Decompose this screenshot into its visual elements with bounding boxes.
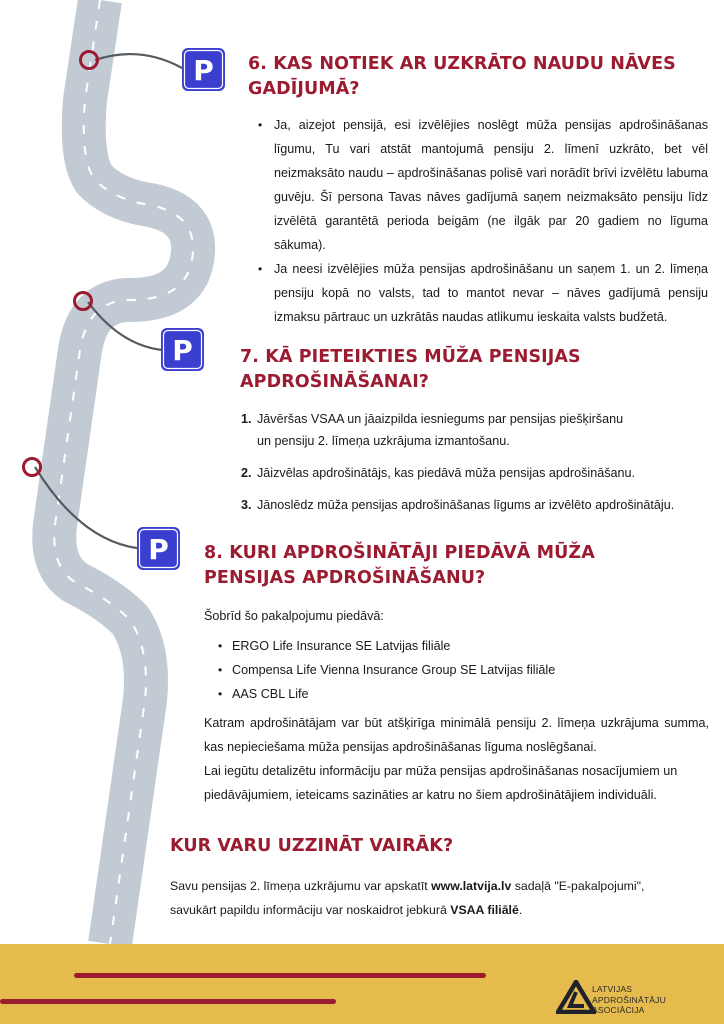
section-7-title: 7. KĀ PIETEIKTIES MŪŽA PENSIJAS APDROŠINĀŠANAI? [240, 347, 581, 392]
parking-sign-icon [161, 328, 204, 371]
parking-sign-icon [137, 527, 180, 570]
decorative-stripe [74, 973, 486, 978]
step-number: 3. [241, 498, 252, 512]
vsaa-branch: VSAA filiālē [450, 903, 519, 917]
paragraph-text: Katram apdrošinātājam var būt atšķirīga minimālā pensiju 2. līmeņa uzkrājuma summa, kas nepieciešama mūža pensijas apdrošināšanas līguma noslēgšanai. [204, 716, 709, 754]
step-item [241, 494, 711, 516]
more-info-title: KUR VARU UZZINĀT VAIRĀK? [170, 836, 454, 856]
triangle-logo-icon [556, 980, 596, 1014]
logo-line: LATVIJAS [592, 984, 633, 994]
decorative-stripe [0, 999, 336, 1004]
more-info-text-a: Savu pensijas 2. līmeņa uzkrājumu var apskatīt [170, 879, 432, 893]
step-text: Jāizvēlas apdrošinātājs, kas piedāvā mūža pensijas apdrošināšanu. [257, 466, 636, 480]
more-info-text-c: savukārt papildu informāciju var noskaidrot jebkurā [170, 903, 451, 917]
logo-line: APDROŠINĀTĀJU [592, 994, 666, 1005]
more-info-text-d: . [518, 903, 523, 917]
waypoint-marker-8 [24, 459, 41, 476]
step-text: Jānoslēdz mūža pensijas apdrošināšanas līgums ar izvēlēto apdrošinātāju. [257, 498, 675, 512]
section-8-paragraph [204, 711, 709, 807]
section-8-title: 8. KURI APDROŠINĀTĀJI PIEDĀVĀ MŪŽA PENSIJAS APDROŠINĀŠANU? [204, 543, 595, 588]
svg-text:P: P [172, 334, 193, 367]
insurer-item: • Compensa Life Vienna Insurance Group SE Latvijas filiāle [218, 658, 698, 682]
road [54, 0, 193, 944]
step-item [241, 408, 711, 452]
svg-text:P: P [193, 54, 214, 87]
insurer-item: • AAS CBL Life [218, 682, 698, 706]
bullet-item: • Ja neesi izvēlējies mūža pensijas apdrošināšanu un saņem 1. un 2. līmeņa pensiju kopā no valsts, tad to mantot nevar – nāves gadījumā pensiju izmaksu pārtrauc un uzkrātās naudas atlikumu ieskaita valsts budžetā. [258, 257, 708, 329]
paragraph-text: Lai iegūtu detalizētu informāciju par mūža pensijas apdrošināšanas nosacījumiem un piedāvājumiem, ieteicams sazināties ar katru no šiem apdrošinātājiem individuāli. [204, 764, 678, 802]
step-text-continued: un pensiju 2. līmeņa uzkrājuma izmantošanu. [257, 434, 510, 448]
step-item [241, 462, 711, 484]
latvija-link[interactable]: www.latvija.lv [431, 879, 512, 893]
section-8-intro: Šobrīd šo pakalpojumu piedāvā: [204, 609, 384, 623]
insurer-list [218, 634, 698, 706]
step-text: Jāvēršas VSAA un jāaizpilda iesniegums par pensijas piešķiršanu [257, 412, 624, 426]
logo-line: ASOCIĀCIJA [592, 1005, 645, 1015]
step-number: 2. [241, 466, 252, 480]
section-7-steps [241, 408, 711, 516]
svg-text:P: P [148, 533, 169, 566]
insurer-item: • ERGO Life Insurance SE Latvijas filiāle [218, 634, 698, 658]
bullet-item: • Ja, aizejot pensijā, esi izvēlējies noslēgt mūža pensijas apdrošināšanas līgumu, Tu vari atstāt mantojumā pensiju 2. līmenī uzkrāto, bet vēl neizmaksāto naudu – apdrošināšanas polisē vari norādīt brīvi izvēlētu labuma guvēju. Šī persona Tavas nāves gadījumā saņem neizmaksāto pensiju līdz izvēlētā garantētā perioda beigām (ne ilgāk par 20 gadiem no līguma sākuma). [258, 113, 708, 257]
section-6-title: 6. KAS NOTIEK AR UZKRĀTO NAUDU NĀVES GADĪJUMĀ? [248, 54, 676, 99]
association-logo-text [592, 984, 666, 1016]
more-info-text-b: sadaļā "E-pakalpojumi", [511, 879, 645, 893]
parking-sign-icon [182, 48, 225, 91]
section-6-bullets [258, 113, 708, 329]
more-info-text [170, 874, 710, 922]
step-number: 1. [241, 412, 252, 426]
